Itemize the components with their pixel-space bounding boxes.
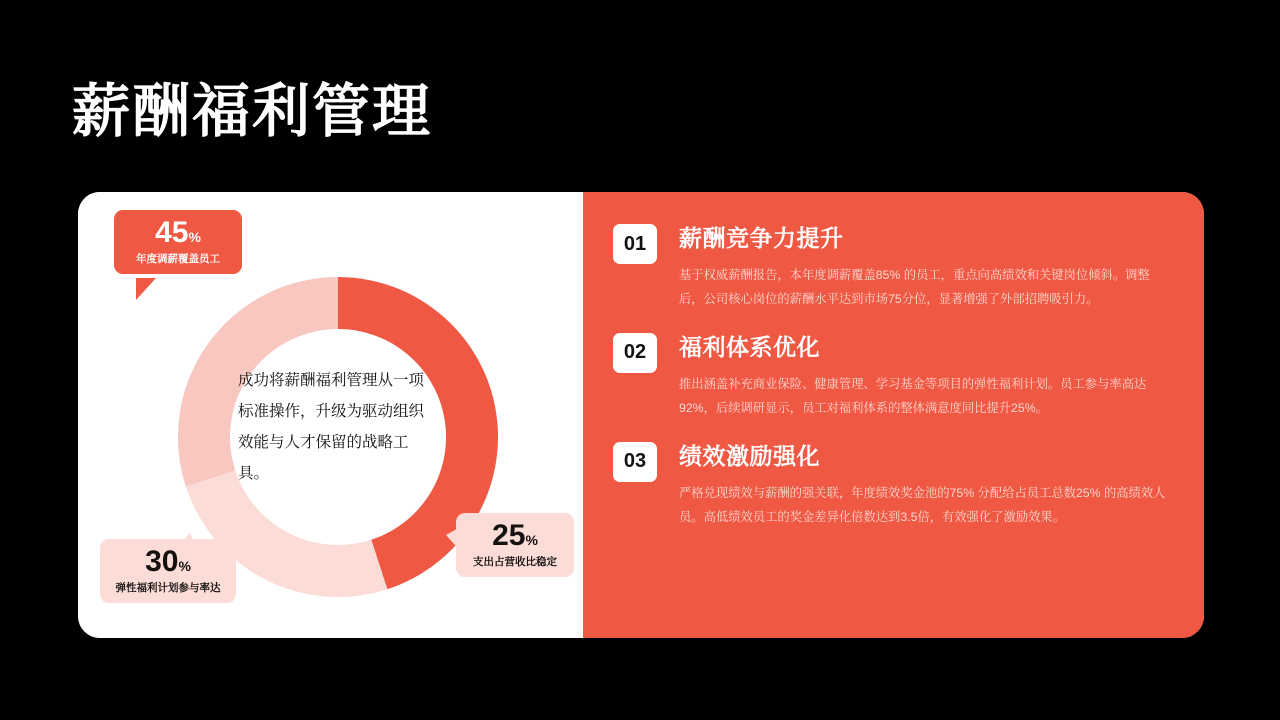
callout-45-caption: 年度调薪覆盖员工 xyxy=(136,252,220,265)
callout-25-caption: 支出占营收比稳定 xyxy=(473,555,557,568)
content-card xyxy=(78,192,1204,638)
list-item-title: 绩效激励强化 xyxy=(679,442,820,469)
list-item-body xyxy=(679,220,1170,312)
callout-30-tail xyxy=(174,533,198,551)
callout-25-value xyxy=(468,520,562,552)
callout-45-unit: % xyxy=(188,229,201,245)
callout-45-value xyxy=(126,217,230,249)
list-item-desc: 基于权威薪酬报告，本年度调薪覆盖85% 的员工，重点向高绩效和关键岗位倾斜。调整后，公司核心岗位的薪酬水平达到市场75分位，显著增强了外部招聘吸引力。 xyxy=(679,268,1150,306)
list-item-desc: 严格兑现绩效与薪酬的强关联，年度绩效奖金池的75% 分配给占员工总数25% 的高绩效人员。高低绩效员工的奖金差异化倍数达到3.5倍，有效强化了激励效果。 xyxy=(679,485,1166,524)
list-item-body xyxy=(679,329,1170,421)
list-item xyxy=(613,329,1170,421)
donut-center-text: 成功将薪酬福利管理从一项标准操作，升级为驱动组织效能与人才保留的战略工具。 xyxy=(238,372,425,482)
callout-45-tail xyxy=(136,278,156,300)
list-item-desc: 推出涵盖补充商业保险、健康管理、学习基金等项目的弹性福利计划。员工参与率高达92%，后续调研显示，员工对福利体系的整体满意度同比提升25%。 xyxy=(679,376,1147,415)
list-item xyxy=(613,220,1170,312)
callout-30-value xyxy=(112,546,224,578)
callout-30-number: 30 xyxy=(145,545,179,578)
callout-25-unit: % xyxy=(525,532,538,548)
callout-30-unit: % xyxy=(178,558,191,574)
list-item-title: 薪酬竞争力提升 xyxy=(679,225,844,251)
callout-25-number: 25 xyxy=(492,519,526,552)
points-panel xyxy=(583,192,1204,638)
list-item-number: 02 xyxy=(613,333,657,373)
callout-45 xyxy=(114,210,242,274)
list-item xyxy=(613,438,1170,530)
callout-30 xyxy=(100,539,236,603)
list-item-number: 01 xyxy=(613,224,657,264)
callout-25-tail xyxy=(446,526,462,553)
callout-25 xyxy=(456,513,574,577)
chart-panel xyxy=(78,192,583,638)
list-item-number: 03 xyxy=(613,442,657,482)
list-item-title: 福利体系优化 xyxy=(679,333,820,360)
page-title: 薪酬福利管理 xyxy=(72,79,433,144)
callout-45-number: 45 xyxy=(155,216,189,249)
callout-30-caption: 弹性福利计划参与率达 xyxy=(115,581,221,594)
list-item-body xyxy=(679,438,1170,530)
